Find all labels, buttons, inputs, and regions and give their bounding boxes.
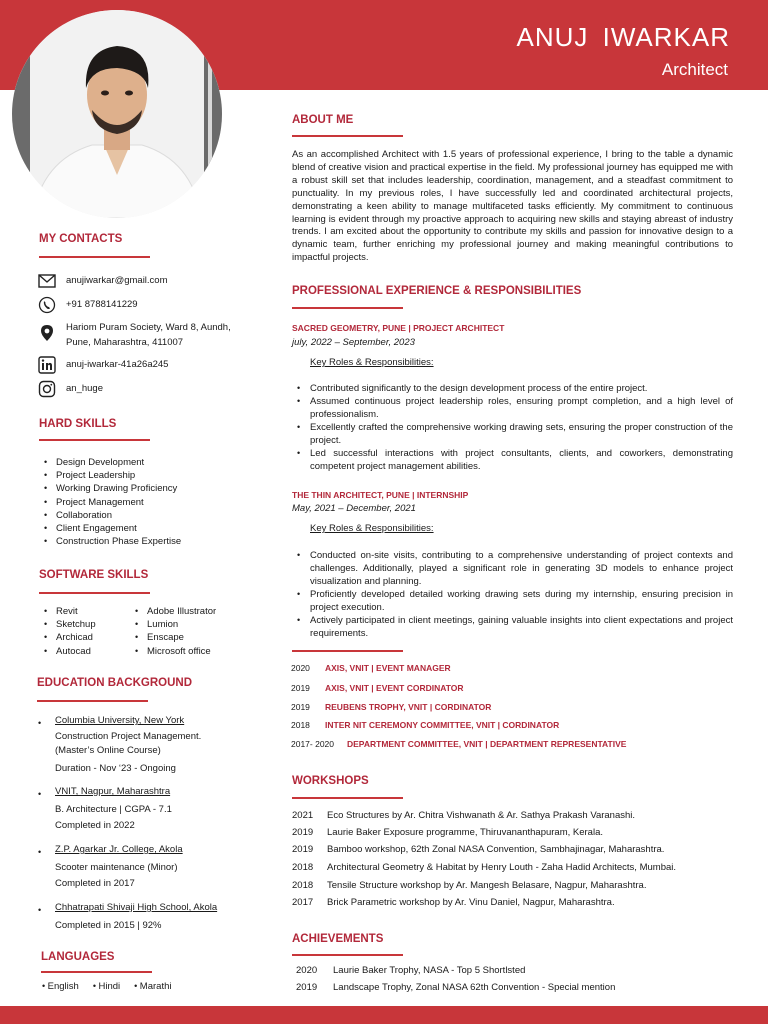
list-item: • Proficiently developed detailed working drawing sets during my internship, ensuring precision in project execution. bbox=[292, 588, 733, 614]
list-item: • Project Management bbox=[38, 496, 181, 509]
education-item: • Z.P. Agarkar Jr. College, Akola Scooter maintenance (Minor) Completed in 2017 bbox=[38, 844, 183, 889]
contact-email[interactable]: anujiwarkar@gmail.com bbox=[66, 275, 168, 286]
list-item: • Sketchup bbox=[38, 618, 96, 631]
experience-rule bbox=[292, 307, 403, 309]
list-item: • Design Development bbox=[38, 456, 181, 469]
contact-address: Hariom Puram Society, Ward 8, Aundh, Pune, Maharashtra, 411007 bbox=[66, 322, 231, 348]
list-item: • Assumed continuous project leadership roles, ensuring prompt completion, and a high level of professionalism. bbox=[292, 395, 733, 421]
education-rule bbox=[37, 700, 148, 702]
languages-rule bbox=[41, 971, 152, 973]
footer-bar bbox=[0, 1006, 768, 1024]
list-item: • Autocad bbox=[38, 645, 96, 658]
list-item: • Archicad bbox=[38, 631, 96, 644]
languages-list bbox=[42, 981, 171, 992]
mail-icon bbox=[38, 272, 56, 290]
software-skills-col-2 bbox=[129, 605, 216, 658]
roles-label: Key Roles & Responsibilities: bbox=[310, 523, 434, 534]
education-item: • Chhatrapati Shivaji High School, Akola Completed in 2015 | 92% bbox=[38, 902, 218, 931]
list-item: • Construction Phase Expertise bbox=[38, 535, 181, 548]
software-skills-col-1 bbox=[38, 605, 96, 658]
candidate-name: ANUJ IWARKAR bbox=[516, 22, 730, 52]
linkedin-icon bbox=[38, 356, 56, 374]
workshop-row: 2018 Tensile Structure workshop by Ar. Mangesh Belasare, Nagpur, Maharashtra. bbox=[292, 880, 647, 891]
list-item: • Actively participated in client meetings, gaining valuable insights into client expectations and project requirements. bbox=[292, 614, 733, 640]
job-heading: SACRED GEOMETRY, PUNE | PROJECT ARCHITECT bbox=[292, 323, 505, 333]
position-row: 2019 AXIS, VNIT | EVENT CORDINATOR bbox=[291, 683, 464, 693]
list-item: • Client Engagement bbox=[38, 522, 181, 535]
workshops-rule bbox=[292, 797, 403, 799]
contact-linkedin[interactable]: anuj-iwarkar-41a26a245 bbox=[66, 359, 169, 370]
school-name: Chhatrapati Shivaji High School, Akola bbox=[55, 902, 218, 913]
school-name: VNIT, Nagpur, Maharashtra bbox=[55, 786, 171, 797]
contact-phone[interactable]: +91 8788141229 bbox=[66, 299, 138, 310]
job-dates: May, 2021 – December, 2021 bbox=[292, 503, 416, 514]
education-title: EDUCATION BACKGROUND bbox=[37, 677, 193, 689]
contacts-title: MY CONTACTS bbox=[39, 233, 123, 245]
achievements-title: ACHIEVEMENTS bbox=[292, 933, 384, 945]
phone-icon bbox=[38, 296, 56, 314]
workshop-row: 2018 Architectural Geometry & Habitat by Henry Louth - Zaha Hadid Architects, Mumbai. bbox=[292, 862, 677, 873]
about-title: ABOUT ME bbox=[292, 114, 354, 126]
location-pin-icon bbox=[38, 324, 56, 342]
experience-title: PROFESSIONAL EXPERIENCE & RESPONSIBILITIES bbox=[292, 285, 582, 297]
list-item: • Adobe Illustrator bbox=[129, 605, 216, 618]
contact-instagram[interactable]: an_huge bbox=[66, 383, 103, 394]
hard-skills-title: HARD SKILLS bbox=[39, 418, 117, 430]
languages-title: LANGUAGES bbox=[41, 951, 115, 963]
language-item: • Marathi bbox=[134, 981, 171, 992]
achievement-row: 2020 Laurie Baker Trophy, NASA - Top 5 Shortlsted bbox=[296, 965, 526, 976]
list-item: • Collaboration bbox=[38, 509, 181, 522]
software-skills-title: SOFTWARE SKILLS bbox=[39, 569, 149, 581]
hard-skills-rule bbox=[39, 439, 150, 441]
list-item: • Led successful interactions with project consultants, clients, and coworkers, demonstrating competent project management abilities. bbox=[292, 447, 733, 473]
achievements-rule bbox=[292, 954, 403, 956]
list-item: • Microsoft office bbox=[129, 645, 216, 658]
about-rule bbox=[292, 135, 403, 137]
job-responsibilities bbox=[292, 549, 733, 640]
job-heading: THE THIN ARCHITECT, PUNE | INTERNSHIP bbox=[292, 490, 469, 500]
list-item: • Lumion bbox=[129, 618, 216, 631]
school-name: Columbia University, New York bbox=[55, 715, 185, 726]
position-row: 2019 REUBENS TROPHY, VNIT | CORDINATOR bbox=[291, 702, 492, 712]
list-item: • Conducted on-site visits, contributing to a comprehensive understanding of project contexts and challenges. Additionally, played a significant role in generating 3D models to enhance project visualization and planning. bbox=[292, 549, 733, 588]
job-dates: july, 2022 – September, 2023 bbox=[292, 337, 415, 348]
list-item: • Enscape bbox=[129, 631, 216, 644]
workshop-row: 2021 Eco Structures by Ar. Chitra Vishwanath & Ar. Sathya Prakash Varanashi. bbox=[292, 810, 636, 821]
position-row: 2018 INTER NIT CEREMONY COMMITTEE, VNIT | CORDINATOR bbox=[291, 720, 560, 730]
list-item: • Revit bbox=[38, 605, 96, 618]
contacts-rule bbox=[39, 256, 150, 258]
instagram-icon bbox=[38, 380, 56, 398]
list-item: • Working Drawing Proficiency bbox=[38, 482, 181, 495]
profile-photo bbox=[12, 10, 222, 218]
workshop-row: 2019 Bamboo workshop, 62th Zonal NASA Convention, Sambhajinagar, Maharashtra. bbox=[292, 844, 665, 855]
list-item: • Contributed significantly to the design development process of the entire project. bbox=[292, 382, 733, 395]
position-row: 2020 AXIS, VNIT | EVENT MANAGER bbox=[291, 663, 451, 673]
workshops-title: WORKSHOPS bbox=[292, 775, 369, 787]
about-text: As an accomplished Architect with 1.5 years of professional experience, I bring to the table a dynamic blend of creative vision and practical expertise in the field. My professional journey has equipped me with a robust skill set that includes leadership, coordination, management, and a steadfast commitment to punctuality. In my previous roles, I have successfully led and coordinated architectural projects, demonstrating a keen ability to manage multifaceted tasks efficiently. My commitment to continuous learning is evident through my proactive approach to acquiring new skills and staying abreast of industry trends. I am excited about the opportunity to contribute my skills and passion for innovative design to a dynamic team, further enriching my professional journey and making meaningful contributions to impactful projects. bbox=[292, 149, 733, 264]
list-item: • Project Leadership bbox=[38, 469, 181, 482]
workshop-row: 2019 Laurie Baker Exposure programme, Thiruvananthapuram, Kerala. bbox=[292, 827, 603, 838]
language-item: • English bbox=[42, 981, 79, 992]
job-responsibilities bbox=[292, 382, 733, 473]
roles-label: Key Roles & Responsibilities: bbox=[310, 357, 434, 368]
workshop-row: 2017 Brick Parametric workshop by Ar. Vinu Daniel, Nagpur, Maharashtra. bbox=[292, 897, 615, 908]
candidate-role: Architect bbox=[661, 60, 728, 79]
language-item: • Hindi bbox=[93, 981, 120, 992]
positions-rule bbox=[292, 650, 403, 652]
software-skills-rule bbox=[39, 592, 150, 594]
position-row: 2017- 2020 DEPARTMENT COMMITTEE, VNIT | DEPARTMENT REPRESENTATIVE bbox=[291, 739, 627, 749]
education-item: • Columbia University, New York Construction Project Management. (Master’s Online Course) Duration - Nov ‘23 - Ongoing bbox=[38, 715, 202, 774]
school-name: Z.P. Agarkar Jr. College, Akola bbox=[55, 844, 183, 855]
list-item: • Excellently crafted the comprehensive working drawing sets, ensuring the proper construction of the project. bbox=[292, 421, 733, 447]
hard-skills-list bbox=[38, 456, 181, 548]
education-item: • VNIT, Nagpur, Maharashtra B. Architecture | CGPA - 7.1 Completed in 2022 bbox=[38, 786, 172, 831]
achievement-row: 2019 Landscape Trophy, Zonal NASA 62th Convention - Special mention bbox=[296, 982, 616, 993]
